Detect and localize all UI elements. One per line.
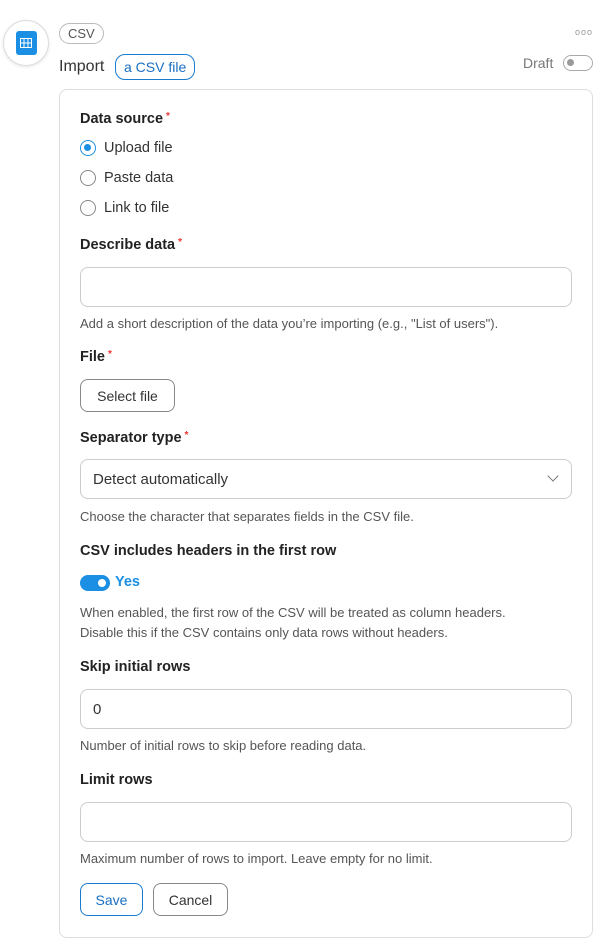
type-chip: CSV — [59, 23, 104, 44]
separator-select[interactable] — [80, 459, 572, 499]
select-file-button[interactable]: Select file — [80, 379, 175, 412]
radio-paste-data[interactable] — [80, 170, 173, 186]
skip-rows-label: Skip initial rows — [80, 659, 191, 675]
headers-help-1: When enabled, the first row of the CSV will be treated as column headers. — [80, 605, 506, 620]
limit-rows-input[interactable] — [80, 802, 572, 842]
headers-label: CSV includes headers in the first row — [80, 543, 337, 559]
data-source-label: Data source * — [80, 111, 170, 127]
separator-help: Choose the character that separates fields in the CSV file. — [80, 509, 414, 524]
separator-label: Separator type * — [80, 430, 189, 446]
csv-file-icon — [16, 31, 37, 55]
radio-link-to-file[interactable] — [80, 200, 169, 216]
headers-help-2: Disable this if the CSV contains only data rows without headers. — [80, 625, 448, 640]
chevron-down-icon — [547, 470, 558, 481]
headers-toggle[interactable] — [80, 575, 110, 591]
skip-rows-input[interactable]: 0 — [80, 689, 572, 729]
describe-data-help: Add a short description of the data you’re importing (e.g., "List of users"). — [80, 316, 499, 331]
draft-toggle[interactable] — [563, 55, 593, 71]
radio-label: Link to file — [104, 200, 170, 216]
file-label: File * — [80, 349, 112, 365]
skip-rows-help: Number of initial rows to skip before reading data. — [80, 738, 367, 753]
radio-upload-file[interactable] — [80, 140, 173, 156]
draft-label: Draft — [523, 55, 554, 71]
csv-file-pill[interactable]: a CSV file — [115, 54, 195, 80]
radio-unchecked-icon — [80, 200, 96, 216]
radio-label: Paste data — [104, 170, 174, 186]
headers-toggle-label: Yes — [115, 574, 140, 590]
describe-data-label: Describe data * — [80, 237, 183, 253]
cancel-button[interactable]: Cancel — [153, 883, 228, 916]
separator-value: Detect automatically — [93, 470, 229, 488]
radio-unchecked-icon — [80, 170, 96, 186]
import-label: Import — [59, 58, 105, 75]
radio-checked-icon — [80, 140, 96, 156]
describe-data-input[interactable] — [80, 267, 572, 307]
limit-rows-label: Limit rows — [80, 772, 153, 788]
csv-step-avatar — [3, 20, 49, 66]
more-options-icon[interactable]: ooo — [575, 27, 594, 37]
radio-label: Upload file — [104, 140, 173, 156]
save-button[interactable]: Save — [80, 883, 143, 916]
limit-rows-help: Maximum number of rows to import. Leave empty for no limit. — [80, 851, 433, 866]
